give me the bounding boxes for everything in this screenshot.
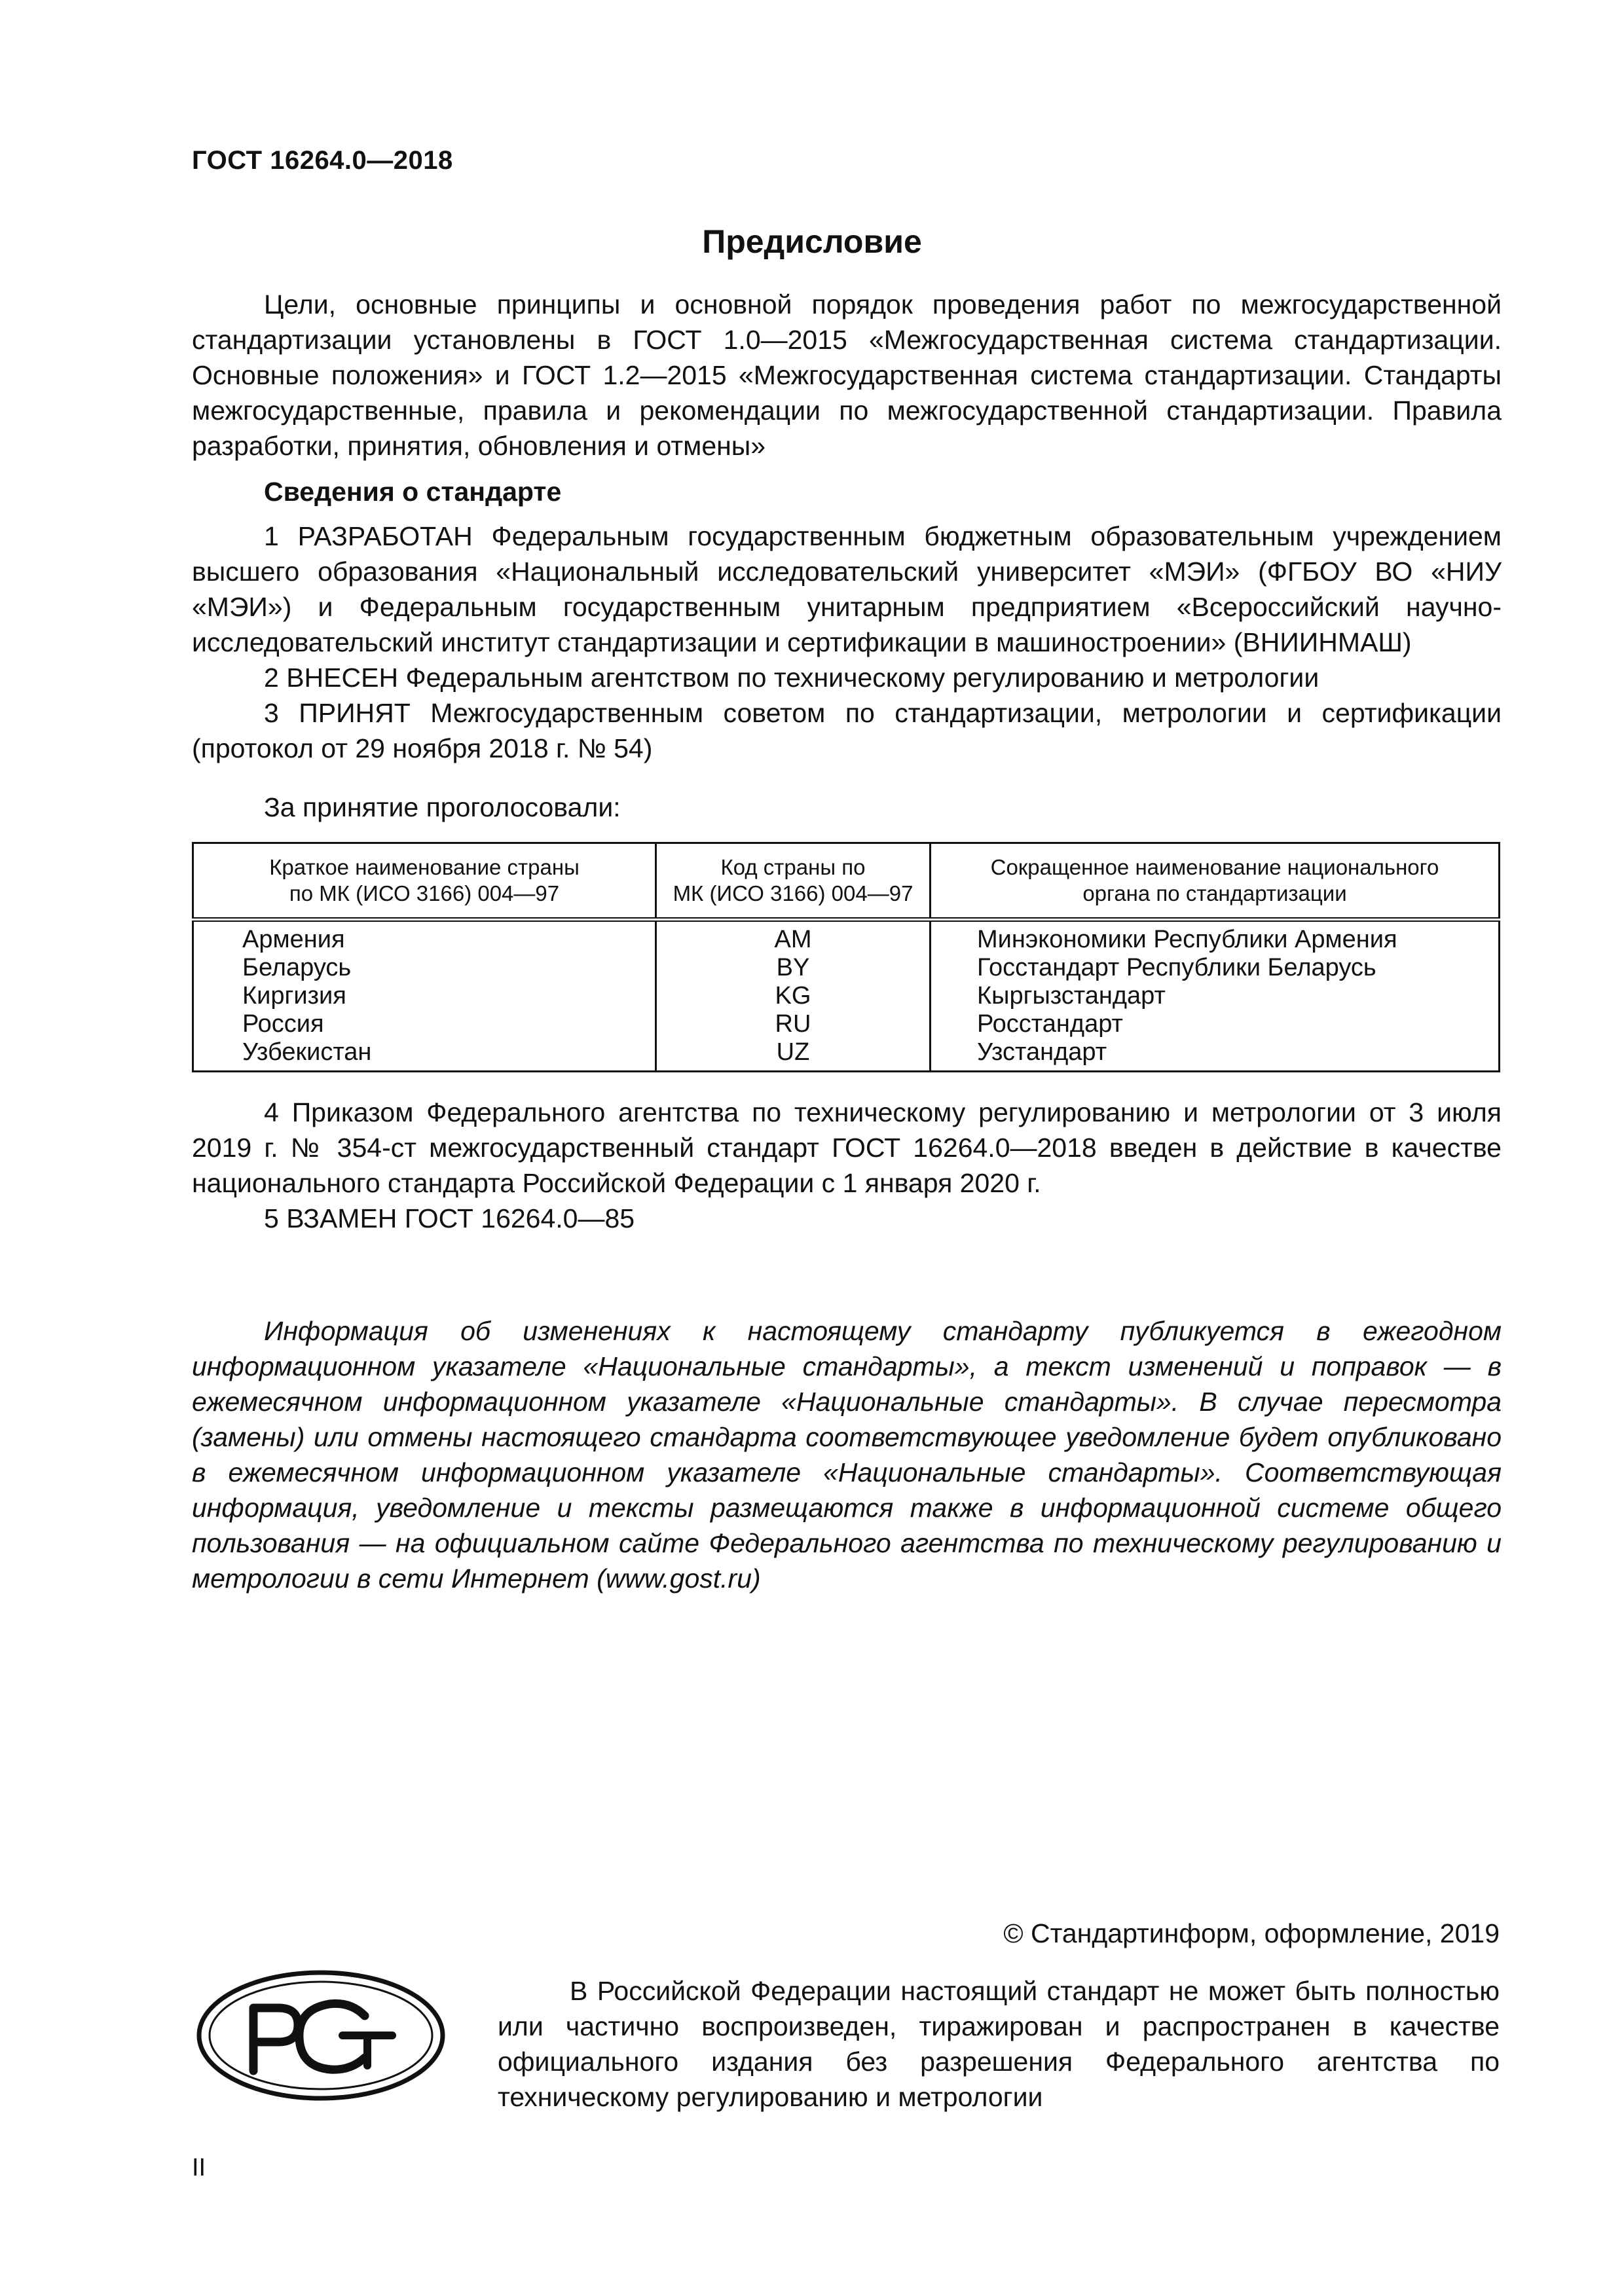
section-heading: Сведения о стандарте [264,477,562,507]
table-row [193,954,1500,982]
document-code: ГОСТ 16264.0—2018 [192,146,453,175]
table-row [193,1038,1500,1072]
cell-code: UZ [656,1038,931,1072]
item-1: 1 РАЗРАБОТАН Федеральным государственным бюджетным образовательным учреждением высшего образования «Национальный исследовательский университет «МЭИ» (ФГБОУ ВО «НИУ «МЭИ») и Федеральным государственным унитарным предприятием «Всероссийский научно-исследовательский институт стандартизации и сертификации в машиностроении» (ВНИИНМАШ) [192,521,1502,657]
cell-code: BY [656,954,931,982]
cell-country: Россия [193,1010,656,1038]
cell-code: KG [656,982,931,1010]
table-header-row [193,843,1500,920]
main-content [192,287,1502,1623]
cell-code: AM [656,920,931,955]
header-body: Сокращенное наименование национального органа по стандартизации [931,843,1500,920]
cell-code: RU [656,1010,931,1038]
intro-paragraph: Цели, основные принципы и основной порядок проведения работ по межгосударственной стандартизации установлены в ГОСТ 1.0—2015 «Межгосударственная система стандартизации. Основные положения» и ГОСТ 1.2—2015 «Межгосударственная система стандартизации. Стандарты межгосударственные, правила и рекомендации по межгосударственной стандартизации. Правила разработки, принятия, обновления и отмены» [192,289,1502,461]
members-table [192,842,1500,1072]
reproduction-notice: В Российской Федерации настоящий стандарт не может быть полностью или частично воспроизведен, тиражирован и распространен в качестве официального издания без разрешения Федерального агентства по техническому регулированию и метрологии [498,1976,1500,2112]
item-5: 5 ВЗАМЕН ГОСТ 16264.0—85 [264,1203,635,1233]
cell-body: Госстандарт Республики Беларусь [931,954,1500,982]
table-row [193,1010,1500,1038]
cell-body: Кыргызстандарт [931,982,1500,1010]
cell-country: Армения [193,920,656,955]
cell-country: Киргизия [193,982,656,1010]
header-country: Краткое наименование страны по МК (ИСО 3166) 004—97 [193,843,656,920]
info-notice: Информация об изменениях к настоящему стандарту публикуется в ежегодном информационном указателе «Национальные стандарты», а текст изменений и поправок — в ежемесячном информационном указателе «Национальные стандарты». В случае пересмотра (замены) или отмены настоящего стандарта соответствующее уведомление будет опубликовано в ежемесячном информационном указателе «Национальные стандарты». Соответствующая информация, уведомление и тексты размещаются также в информационной системе общего пользования — на официальном сайте Федерального агентства по техническому регулированию и метрологии в сети Интернет (www.gost.ru) [192,1316,1502,1594]
header-code: Код страны по МК (ИСО 3166) 004—97 [656,843,931,920]
table-row [193,920,1500,955]
cell-body: Узстандарт [931,1038,1500,1072]
vote-intro: За принятие проголосовали: [264,792,621,822]
cell-country: Узбекистан [193,1038,656,1072]
item-3: 3 ПРИНЯТ Межгосударственным советом по стандартизации, метрологии и сертификации (протокол от 29 ноября 2018 г. № 54) [192,698,1502,763]
item-2: 2 ВНЕСЕН Федеральным агентством по техническому регулированию и метрологии [264,663,1320,693]
copyright-line: © Стандартинформ, оформление, 2019 [1003,1918,1500,1948]
page-title: Предисловие [702,223,922,260]
page-number: II [192,2154,206,2181]
cell-country: Беларусь [193,954,656,982]
table-row [193,982,1500,1010]
rst-logo [193,1967,449,2104]
item-4: 4 Приказом Федерального агентства по техническому регулированию и метрологии от 3 июля 2019 г. № 354-ст межгосударственный стандарт ГОСТ 16264.0—2018 введен в действие в качестве национального стандарта Российской Федерации с 1 января 2020 г. [192,1097,1502,1198]
cell-body: Росстандарт [931,1010,1500,1038]
cell-body: Минэкономики Республики Армения [931,920,1500,955]
